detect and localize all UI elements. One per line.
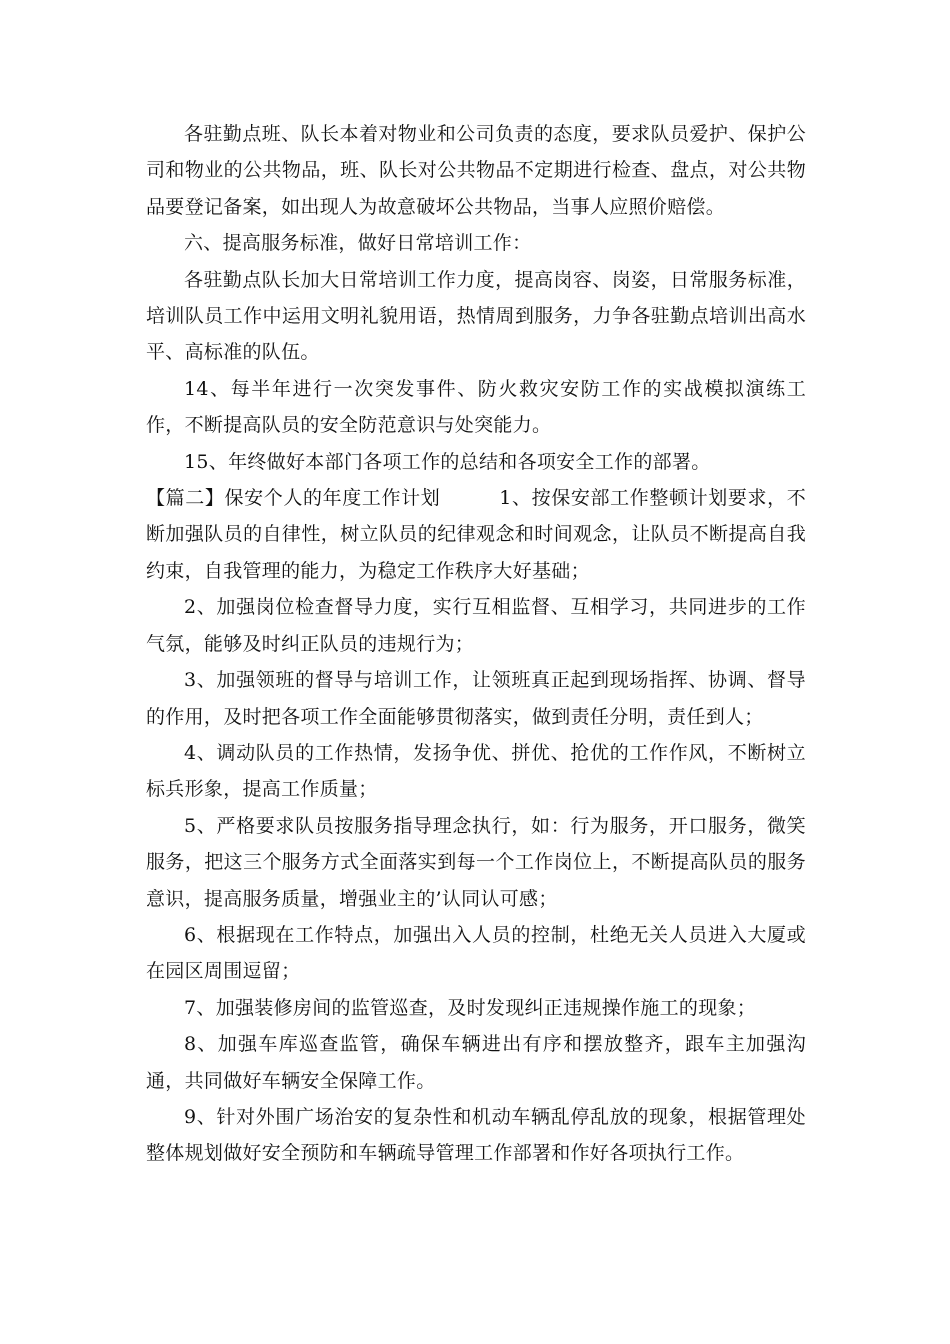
paragraph-training: 各驻勤点队长加大日常培训工作力度，提高岗容、岗姿，日常服务标准，培训队员工作中运用文明礼貌用语，热情周到服务，力争各驻勤点培训出高水平、高标准的队伍。 [146, 268, 806, 364]
paragraph-item-7: 7、加强装修房间的监管巡查，及时发现纠正违规操作施工的现象； [184, 996, 757, 1019]
paragraph-item-5: 5、严格要求队员按服务指导理念执行，如：行为服务，开口服务，微笑服务，把这三个服务方式全面落实到每一个工作岗位上，不断提高队员的服务意识，提高服务质量，增强业主的’认同认可感； [146, 814, 806, 910]
paragraph-item-3: 3、加强领班的督导与培训工作，让领班真正起到现场指挥、协调、督导的作用，及时把各项工作全面能够贯彻落实，做到责任分明，责任到人； [146, 669, 806, 728]
paragraph-item-2: 2、加强岗位检查督导力度，实行互相监督、互相学习，共同进步的工作气氛，能够及时纠正队员的违规行为； [146, 596, 806, 655]
paragraph-item-9: 9、针对外围广场治安的复杂性和机动车辆乱停乱放的现象，根据管理处整体规划做好安全预防和车辆疏导管理工作部署和作好各项执行工作。 [146, 1105, 806, 1165]
paragraph-part-two-heading: 【篇二】保安个人的年度工作计划 1、按保安部工作整顿计划要求，不断加强队员的自律性，树立队员的纪律观念和时间观念，让队员不断提高自我约束，自我管理的能力，为稳定工作秩序大好基础； [146, 487, 806, 582]
paragraph-item-8: 8、加强车库巡查监管，确保车辆进出有序和摆放整齐，跟车主加强沟通，共同做好车辆安全保障工作。 [146, 1033, 806, 1092]
paragraph-item-4: 4、调动队员的工作热情，发扬争优、拼优、抢优的工作作风，不断树立标兵形象，提高工作质量； [146, 741, 806, 801]
section-heading-service-standard: 六、提高服务标准，做好日常培训工作： [184, 232, 532, 255]
paragraph-assets-care: 各驻勤点班、队长本着对物业和公司负责的态度，要求队员爱护、保护公司和物业的公共物品，班、队长对公共物品不定期进行检查、盘点，对公共物品要登记备案，如出现人为故意破坏公共物品，当事人应照价赔偿。 [146, 123, 806, 218]
paragraph-item-15: 15、年终做好本部门各项工作的总结和各项安全工作的部署。 [184, 450, 711, 473]
paragraph-item-14: 14、每半年进行一次突发事件、防火救灾安防工作的实战模拟演练工作，不断提高队员的安全防范意识与处突能力。 [146, 377, 806, 437]
paragraph-item-6: 6、根据现在工作特点，加强出入人员的控制，杜绝无关人员进入大厦或在园区周围逗留； [146, 923, 806, 983]
document-body [146, 116, 806, 1172]
